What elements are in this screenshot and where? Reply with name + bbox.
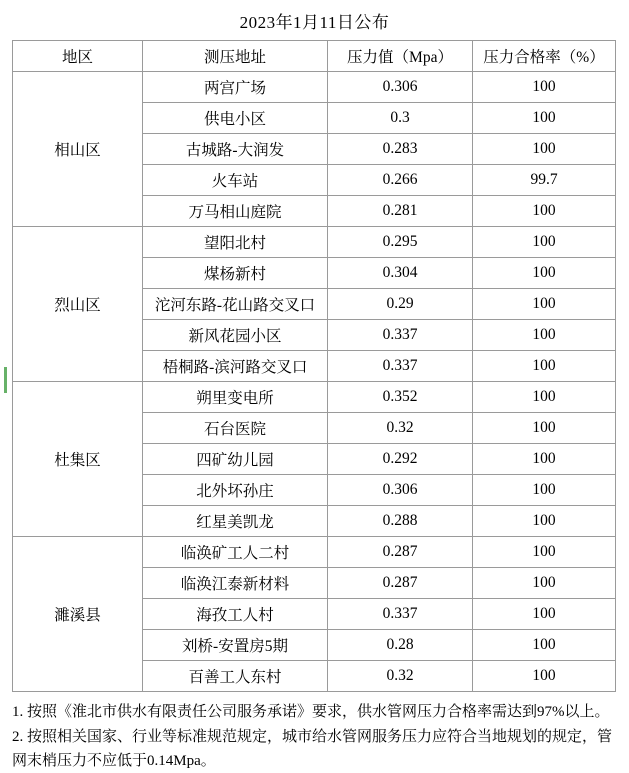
pressure-value-cell: 0.304 [328, 258, 473, 289]
pressure-value-cell: 0.337 [328, 320, 473, 351]
column-header-pressure: 压力值（Mpa） [328, 41, 473, 72]
pressure-value-cell: 0.306 [328, 72, 473, 103]
qualified-rate-cell: 100 [473, 72, 616, 103]
address-cell: 海孜工人村 [143, 599, 328, 630]
pressure-value-cell: 0.287 [328, 537, 473, 568]
address-cell: 沱河东路-花山路交叉口 [143, 289, 328, 320]
pressure-value-cell: 0.292 [328, 444, 473, 475]
address-cell: 万马相山庭院 [143, 196, 328, 227]
pressure-table [12, 40, 616, 692]
qualified-rate-cell: 100 [473, 506, 616, 537]
pressure-value-cell: 0.287 [328, 568, 473, 599]
pressure-value-cell: 0.32 [328, 413, 473, 444]
region-cell: 烈山区 [13, 227, 143, 382]
qualified-rate-cell: 100 [473, 537, 616, 568]
address-cell: 望阳北村 [143, 227, 328, 258]
qualified-rate-cell: 100 [473, 351, 616, 382]
table-row [13, 382, 616, 413]
qualified-rate-cell: 100 [473, 599, 616, 630]
table-row [13, 227, 616, 258]
pressure-value-cell: 0.337 [328, 599, 473, 630]
qualified-rate-cell: 100 [473, 258, 616, 289]
address-cell: 新风花园小区 [143, 320, 328, 351]
address-cell: 百善工人东村 [143, 661, 328, 692]
qualified-rate-cell: 100 [473, 475, 616, 506]
qualified-rate-cell: 100 [473, 196, 616, 227]
region-cell: 濉溪县 [13, 537, 143, 692]
pressure-value-cell: 0.281 [328, 196, 473, 227]
address-cell: 两宫广场 [143, 72, 328, 103]
address-cell: 石台医院 [143, 413, 328, 444]
address-cell: 北外坏孙庄 [143, 475, 328, 506]
qualified-rate-cell: 100 [473, 661, 616, 692]
pressure-value-cell: 0.266 [328, 165, 473, 196]
left-edge-marker [4, 367, 7, 393]
table-header [13, 41, 616, 72]
qualified-rate-cell: 100 [473, 320, 616, 351]
page-title: 2023年1月11日公布 [239, 13, 390, 32]
address-cell: 古城路-大润发 [143, 134, 328, 165]
qualified-rate-cell: 100 [473, 444, 616, 475]
address-cell: 供电小区 [143, 103, 328, 134]
qualified-rate-cell: 99.7 [473, 165, 616, 196]
region-cell: 相山区 [13, 72, 143, 227]
qualified-rate-cell: 100 [473, 134, 616, 165]
table-header-row [13, 41, 616, 72]
notes-section [12, 701, 617, 773]
qualified-rate-cell: 100 [473, 568, 616, 599]
note-item: 1. 按照《淮北市供水有限责任公司服务承诺》要求，供水管网压力合格率需达到97%以上。 [12, 704, 610, 720]
pressure-value-cell: 0.28 [328, 630, 473, 661]
table-row [13, 72, 616, 103]
address-cell: 红星美凯龙 [143, 506, 328, 537]
qualified-rate-cell: 100 [473, 630, 616, 661]
column-header-region: 地区 [13, 41, 143, 72]
address-cell: 火车站 [143, 165, 328, 196]
pressure-value-cell: 0.295 [328, 227, 473, 258]
pressure-value-cell: 0.32 [328, 661, 473, 692]
address-cell: 临涣江泰新材料 [143, 568, 328, 599]
address-cell: 刘桥-安置房5期 [143, 630, 328, 661]
address-cell: 四矿幼儿园 [143, 444, 328, 475]
address-cell: 梧桐路-滨河路交叉口 [143, 351, 328, 382]
pressure-value-cell: 0.306 [328, 475, 473, 506]
qualified-rate-cell: 100 [473, 413, 616, 444]
table-row [13, 537, 616, 568]
note-item: 2. 按照相关国家、行业等标准规范规定，城市给水管网服务压力应符合当地规划的规定，管网末梢压力不应低于0.14Mpa。 [12, 729, 613, 769]
address-cell: 临涣矿工人二村 [143, 537, 328, 568]
region-cell: 杜集区 [13, 382, 143, 537]
qualified-rate-cell: 100 [473, 103, 616, 134]
qualified-rate-cell: 100 [473, 382, 616, 413]
qualified-rate-cell: 100 [473, 289, 616, 320]
address-cell: 朔里变电所 [143, 382, 328, 413]
pressure-value-cell: 0.337 [328, 351, 473, 382]
pressure-value-cell: 0.352 [328, 382, 473, 413]
qualified-rate-cell: 100 [473, 227, 616, 258]
table-body [13, 72, 616, 692]
pressure-value-cell: 0.29 [328, 289, 473, 320]
pressure-value-cell: 0.3 [328, 103, 473, 134]
pressure-value-cell: 0.283 [328, 134, 473, 165]
address-cell: 煤杨新村 [143, 258, 328, 289]
column-header-address: 测压地址 [143, 41, 328, 72]
column-header-rate: 压力合格率（%） [473, 41, 616, 72]
pressure-value-cell: 0.288 [328, 506, 473, 537]
